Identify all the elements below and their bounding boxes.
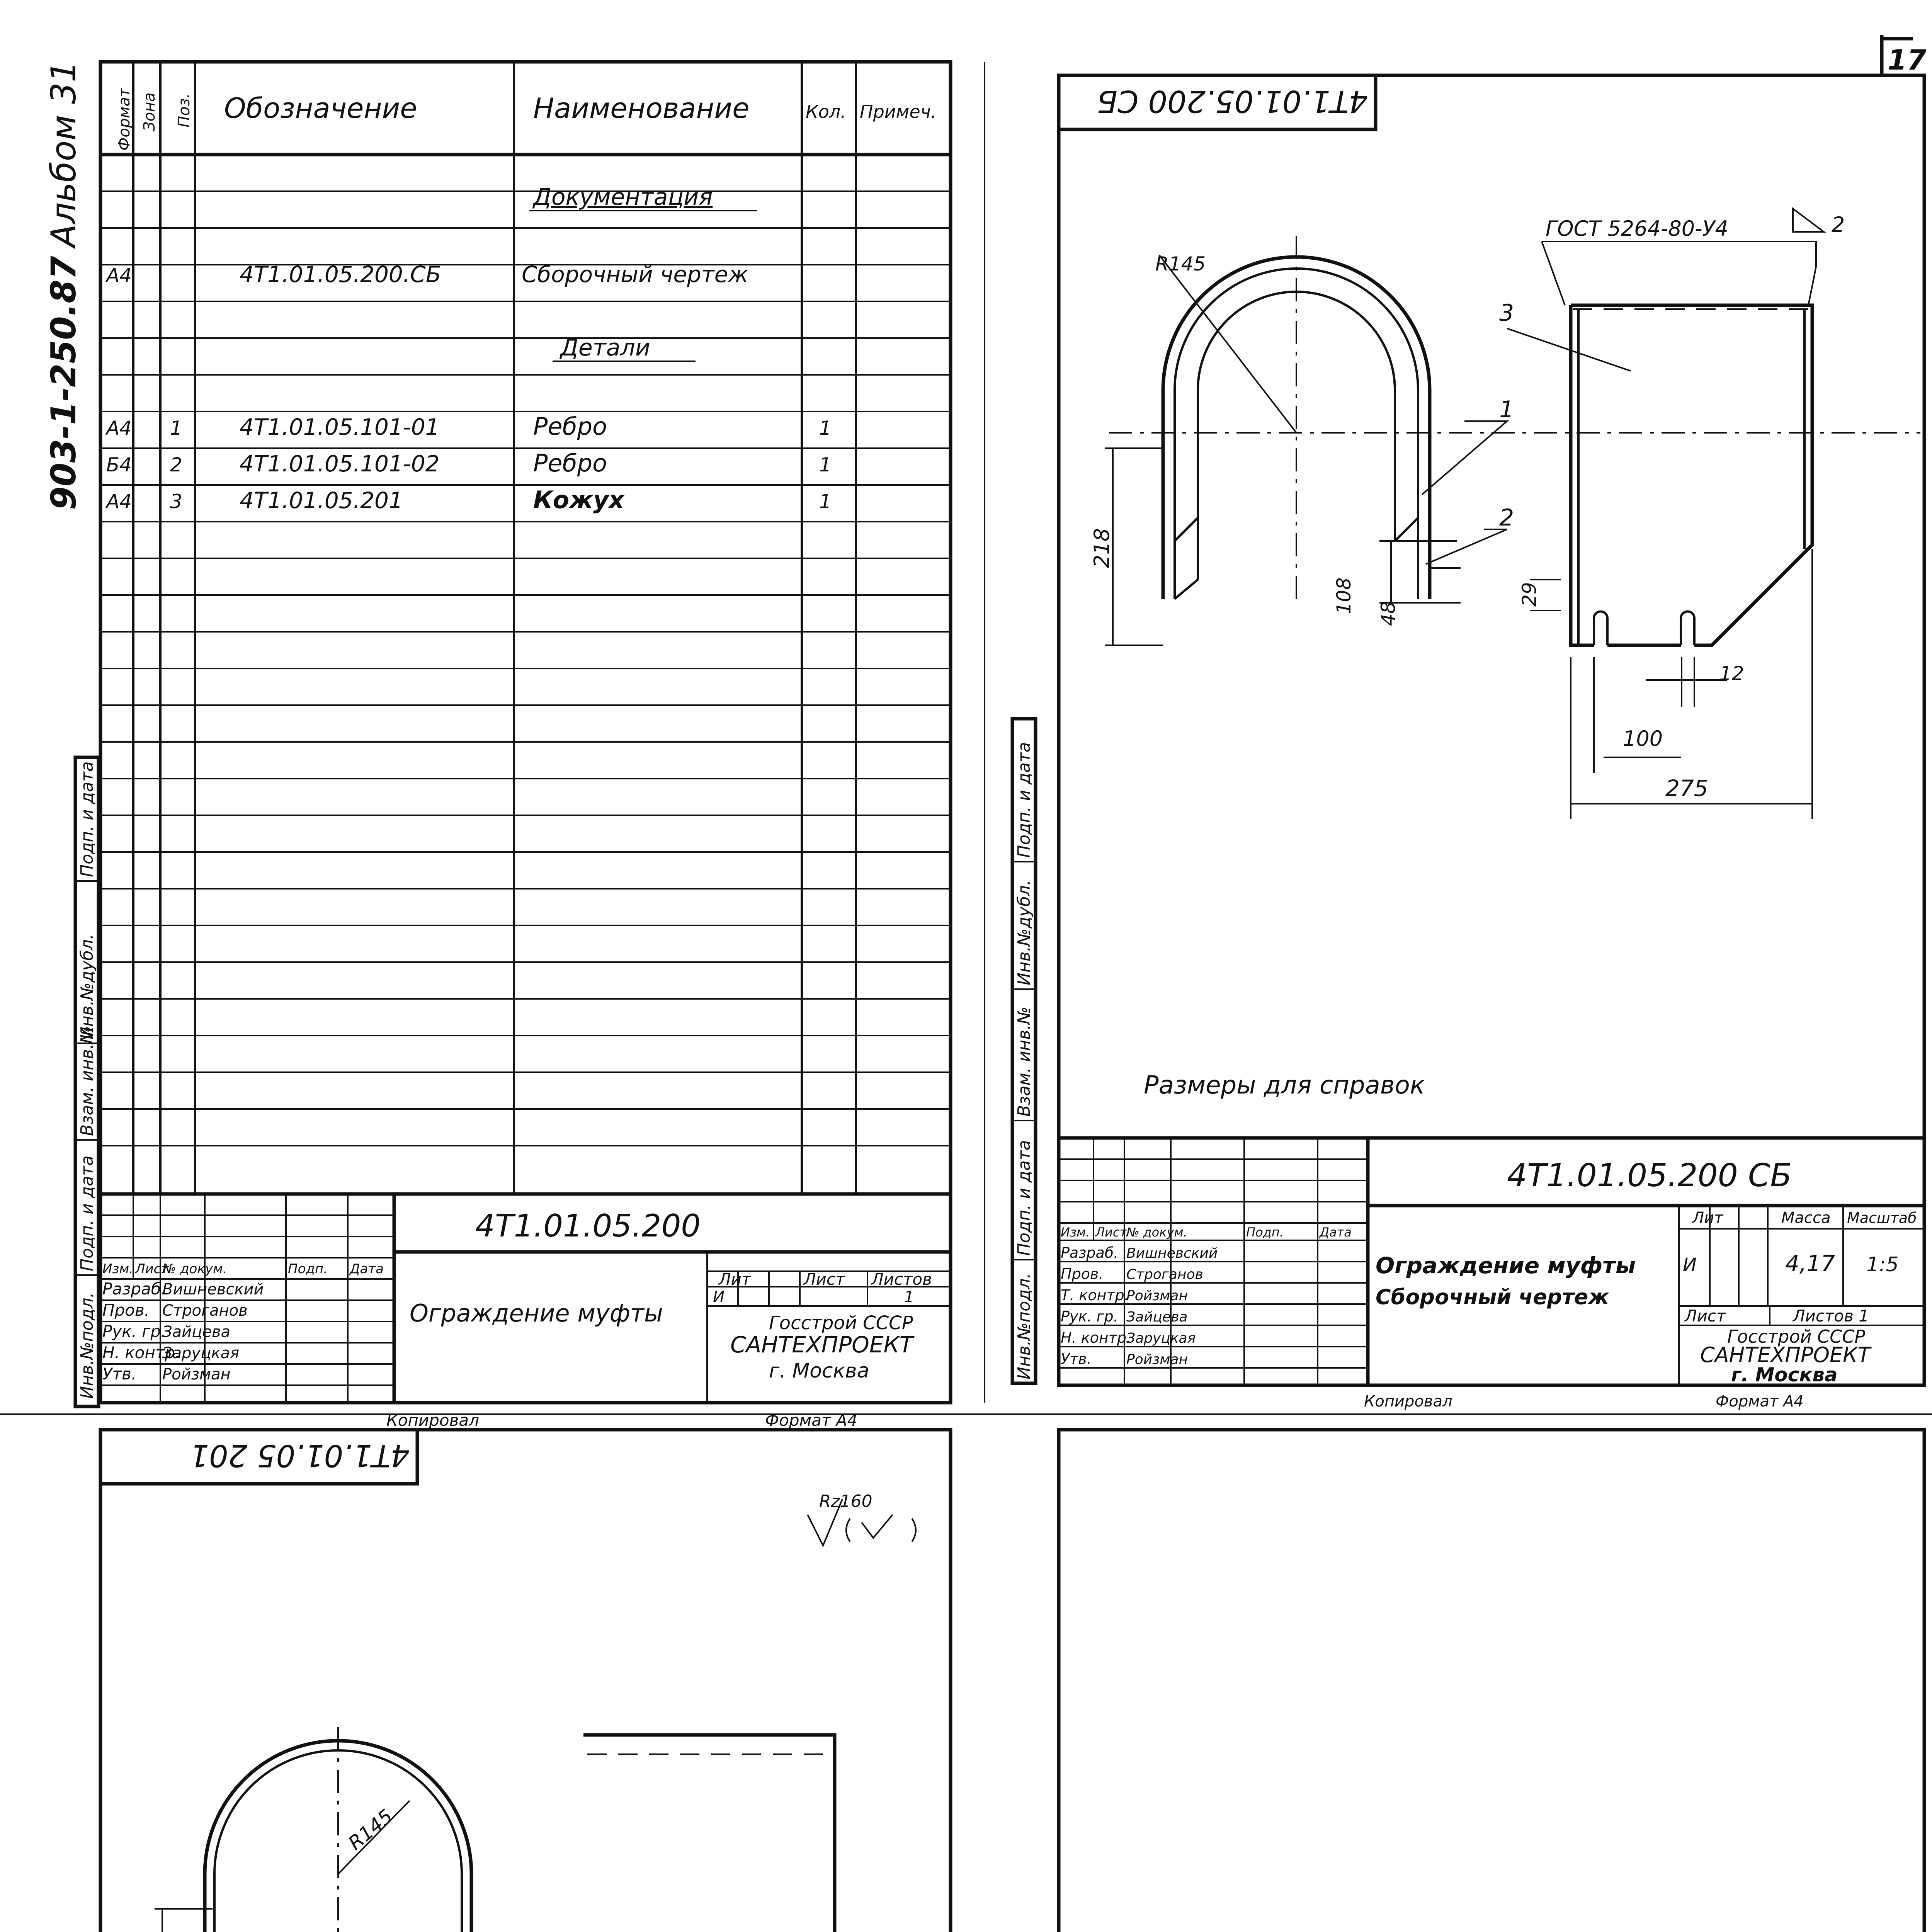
stamp-izm: Изм. (102, 1261, 133, 1277)
a-title-name1: Ограждение муфты (1376, 1252, 1636, 1279)
page-number: 17 (1888, 44, 1927, 76)
section-doc: Документация (533, 184, 713, 211)
a-mass-h: Масса (1781, 1209, 1831, 1227)
role-3: Рук. гр. (102, 1322, 166, 1341)
a-dim-100: 100 (1623, 726, 1663, 751)
a-scale: 1:5 (1866, 1253, 1899, 1276)
a-name-1: Вишневский (1126, 1245, 1218, 1261)
a-role-6: Утв. (1061, 1350, 1092, 1367)
a-org3: г. Москва (1731, 1364, 1838, 1386)
a-stamp-izm: Изм. (1061, 1225, 1090, 1240)
stamp-list: Лист (135, 1261, 169, 1277)
album-label: Альбом 31 (44, 61, 83, 247)
assembly-front-view (1499, 209, 1845, 819)
a-gost: ГОСТ 5264-80-У4 (1546, 216, 1728, 241)
weld-symbol-icon (1793, 209, 1824, 232)
spec-sheet (44, 61, 951, 1430)
a-name-5: Заруцкая (1126, 1330, 1196, 1346)
a-side-label-5: Инв.№подл. (1014, 1273, 1034, 1379)
part2-pos: 2 (170, 454, 182, 476)
part2-designation: 4Т1.01.05.101-02 (240, 451, 440, 477)
a-radius: R145 (1155, 253, 1206, 275)
a-side-label-3: Взам. инв.№ (1014, 1007, 1034, 1117)
side-label-3: Взам. инв.№ (77, 1026, 97, 1136)
part1-qty: 1 (819, 417, 832, 439)
assembly-sheet (1012, 75, 1924, 1410)
a-side-label-2: Инв.№дубл. (1014, 879, 1034, 985)
a-org1: Госстрой СССР (1727, 1326, 1866, 1347)
a-name-2: Строганов (1126, 1267, 1203, 1282)
spec-org1: Госстрой СССР (769, 1312, 913, 1334)
a-name-4: Зайцева (1126, 1309, 1188, 1325)
a-sheet-h: Лист (1685, 1306, 1726, 1325)
a-dim-108: 108 (1333, 577, 1355, 614)
spec-sheets: 1 (904, 1288, 914, 1306)
a-callout-3: 3 (1499, 299, 1514, 327)
a-scale-h: Масштаб (1847, 1209, 1917, 1226)
part3-pos: 3 (170, 490, 182, 513)
side-label-5: Инв.№подл. (77, 1292, 97, 1399)
page-number-box (1882, 35, 1926, 76)
a-copied: Копировал (1364, 1393, 1452, 1410)
role-1: Разраб. (102, 1279, 167, 1298)
stamp-date: Дата (350, 1261, 384, 1277)
part3-qty: 1 (819, 490, 832, 513)
a-org2: САНТЕХПРОЕКТ (1700, 1343, 1871, 1367)
spec-rows (100, 191, 951, 1146)
a-name-6: Ройзман (1126, 1352, 1188, 1367)
part3-designation: 4Т1.01.05.201 (240, 487, 403, 514)
a-callout-2: 2 (1499, 504, 1514, 531)
name-2: Строганов (162, 1302, 248, 1320)
role-4: Н. контр. (102, 1343, 180, 1362)
spec-org2: САНТЕХПРОЕКТ (730, 1332, 913, 1358)
a-stamp-doc: № докум. (1126, 1225, 1187, 1240)
empty-sheet (1012, 1430, 1924, 1932)
hdr-zone: Зона (141, 92, 158, 131)
a-role-4: Рук. гр. (1061, 1308, 1118, 1325)
name-1: Вишневский (162, 1281, 264, 1298)
a-stamp-list: Лист (1095, 1225, 1127, 1240)
hdr-name: Наименование (533, 92, 750, 124)
hdr-designation: Обозначение (224, 92, 417, 124)
a-sheets-h: Листов 1 (1793, 1306, 1869, 1325)
part1-format: А4 (106, 417, 132, 439)
stamp-sign: Подп. (288, 1261, 328, 1277)
spec-org3: г. Москва (769, 1359, 869, 1383)
a-stamp-sign: Подп. (1246, 1225, 1284, 1240)
part1-designation: 4Т1.01.05.101-01 (240, 414, 440, 440)
a-role-5: Н. контр. (1061, 1329, 1131, 1346)
spec-format: Формат А4 (765, 1411, 858, 1430)
casing-flat-view (527, 1735, 912, 1932)
spec-title-code: 4Т1.01.05.200 (475, 1208, 701, 1244)
a-role-3: Т. контр. (1061, 1287, 1129, 1304)
a-role-2: Пров. (1061, 1265, 1104, 1282)
role-2: Пров. (102, 1301, 150, 1320)
name-4: Заруцкая (162, 1344, 240, 1362)
a-side-label-4: Подп. и дата (1014, 1140, 1034, 1256)
spec-lit: И (713, 1288, 724, 1306)
casing-sheet (70, 1430, 951, 1932)
hdr-qty: Кол. (806, 101, 846, 122)
section-parts: Детали (560, 334, 650, 361)
spec-sheets-h: Листов (871, 1270, 932, 1289)
a-title-code: 4Т1.01.05.200 СБ (1507, 1157, 1792, 1194)
a-mirrored-code: 4Т1.01.05.200 СБ (1097, 83, 1368, 118)
a-callout-1: 1 (1499, 396, 1514, 423)
side-label-4: Подп. и дата (77, 1155, 97, 1271)
a-format: Формат А4 (1716, 1393, 1804, 1410)
doc-format: А4 (106, 264, 132, 287)
part2-name: Ребро (533, 449, 607, 477)
a-lit-h: Лит (1692, 1209, 1723, 1227)
role-5: Утв. (102, 1364, 137, 1383)
part3-format: А4 (106, 490, 132, 513)
spec-title-block (100, 1194, 951, 1403)
a-dim-48: 48 (1377, 601, 1400, 626)
part2-format: Б4 (106, 454, 132, 476)
a-lit: И (1683, 1254, 1697, 1276)
part1-name: Ребро (533, 412, 607, 440)
hdr-pos: Поз. (175, 93, 193, 128)
stamp-doc: № докум. (162, 1261, 227, 1277)
part1-pos: 1 (170, 417, 182, 439)
c-roughness: Rz160 (819, 1492, 872, 1511)
c-mirrored-code: 4Т1.01.05 201 (190, 1438, 410, 1473)
a-name-3: Ройзман (1126, 1288, 1188, 1304)
a-title-name2: Сборочный чертеж (1376, 1285, 1609, 1309)
part2-qty: 1 (819, 454, 832, 476)
a-dim-275: 275 (1665, 775, 1708, 801)
doc-designation: 4Т1.01.05.200.СБ (240, 261, 441, 287)
a-mass: 4,17 (1785, 1250, 1835, 1277)
side-label-2: Инв.№дубл. (77, 934, 97, 1039)
a-dim-218: 218 (1090, 528, 1114, 568)
hdr-format: Формат (116, 88, 133, 151)
spec-lit-h: Лит (719, 1270, 751, 1289)
hdr-note: Примеч. (860, 101, 937, 122)
a-dim-12: 12 (1719, 662, 1744, 685)
doc-name: Сборочный чертеж (522, 261, 748, 287)
part3-name: Кожух (533, 486, 624, 514)
spec-sheet-h: Лист (804, 1270, 845, 1289)
a-weld-leg: 2 (1832, 213, 1845, 237)
a-role-1: Разраб. (1061, 1244, 1119, 1261)
name-5: Ройзман (162, 1366, 231, 1383)
spec-title-name: Ограждение муфты (410, 1299, 663, 1327)
side-label-1: Подп. и дата (77, 761, 97, 877)
a-dim-29: 29 (1518, 582, 1541, 607)
casing-u-view (139, 1727, 475, 1932)
a-note: Размеры для справок (1144, 1071, 1425, 1100)
album-code: 903-1-250.87 (44, 256, 83, 510)
a-side-label-1: Подп. и дата (1014, 742, 1034, 858)
spec-copied: Копировал (386, 1411, 479, 1430)
assembly-title-block (1059, 1138, 1924, 1386)
a-stamp-date: Дата (1320, 1225, 1352, 1240)
c-radius: R145 (344, 1805, 397, 1855)
name-3: Зайцева (162, 1323, 231, 1341)
assembly-u-view (1090, 236, 1920, 645)
